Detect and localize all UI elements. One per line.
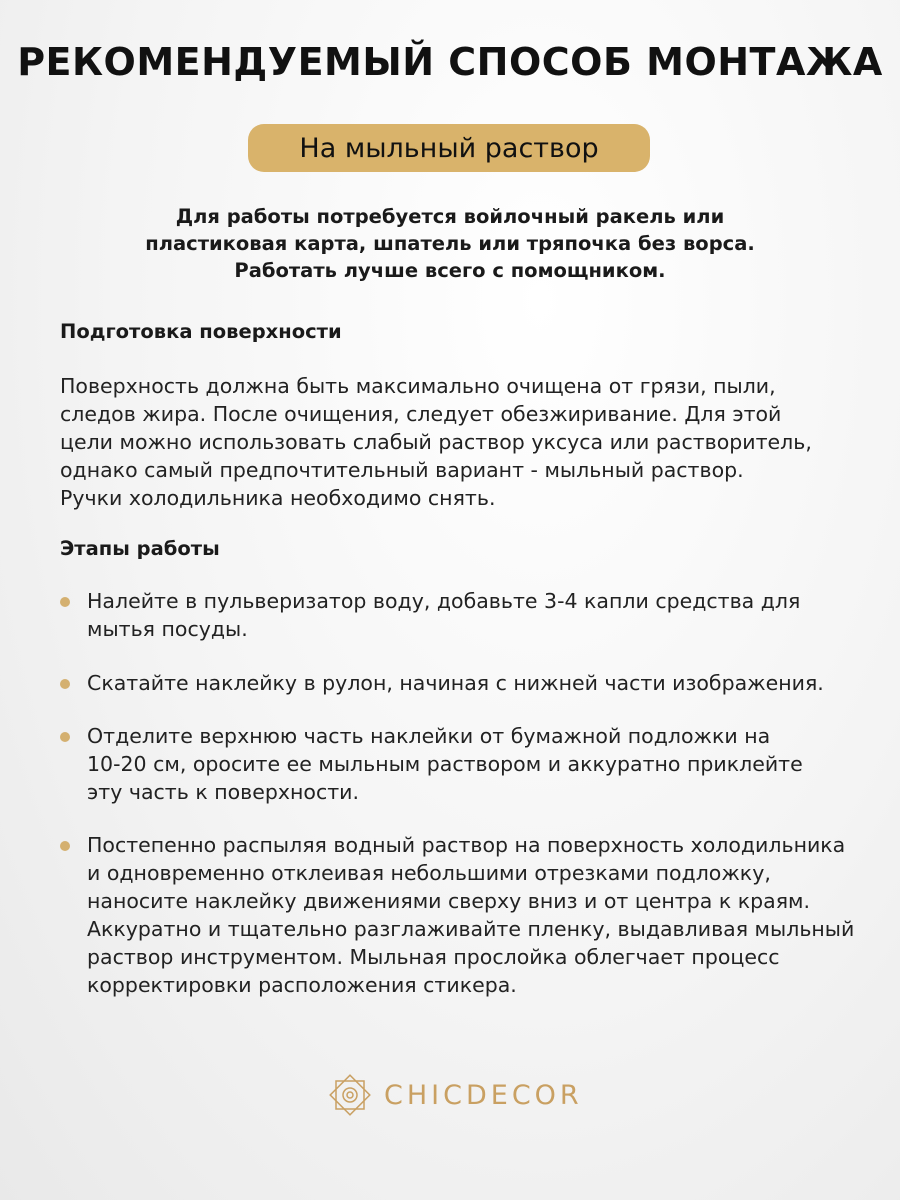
method-badge: На мыльный раствор xyxy=(248,124,650,172)
step-line: Отделите верхнюю часть наклейки от бумажной подложки на xyxy=(87,724,771,748)
step-line: Скатайте наклейку в рулон, начиная с нижней части изображения. xyxy=(87,671,824,695)
step-item xyxy=(60,669,900,697)
steps-heading: Этапы работы xyxy=(60,537,220,560)
step-item xyxy=(60,722,900,806)
step-line: Аккуратно и тщательно разглаживайте пленку, выдавливая мыльный xyxy=(87,917,855,941)
ornament-star-icon xyxy=(328,1073,372,1117)
step-line: наносите наклейку движениями сверху вниз и от центра к краям. xyxy=(87,889,811,913)
intro-line: Для работы потребуется войлочный ракель или xyxy=(175,205,725,228)
brand-logo xyxy=(328,1073,583,1117)
bullet-icon xyxy=(60,732,70,742)
brand-name: CHICDECOR xyxy=(384,1079,583,1111)
step-item xyxy=(60,831,900,999)
step-line: и одновременно отклеивая небольшими отрезками подложку, xyxy=(87,861,771,885)
intro-line: Работать лучше всего с помощником. xyxy=(234,259,666,282)
bullet-icon xyxy=(60,841,70,851)
step-line: эту часть к поверхности. xyxy=(87,780,360,804)
prep-line: Поверхность должна быть максимально очищена от грязи, пыли, xyxy=(60,374,776,398)
prep-line: следов жира. После очищения, следует обезжиривание. Для этой xyxy=(60,402,782,426)
page-title: РЕКОМЕНДУЕМЫЙ СПОСОБ МОНТАЖА xyxy=(17,40,883,84)
intro-line: пластиковая карта, шпатель или тряпочка без ворса. xyxy=(145,232,755,255)
bullet-icon xyxy=(60,679,70,689)
step-line: корректировки расположения стикера. xyxy=(87,973,517,997)
prep-paragraph xyxy=(60,372,880,512)
prep-line: цели можно использовать слабый раствор уксуса или растворитель, xyxy=(60,430,812,454)
step-item xyxy=(60,587,900,643)
step-line: Налейте в пульверизатор воду, добавьте 3-4 капли средства для xyxy=(87,589,801,613)
bullet-icon xyxy=(60,597,70,607)
prep-heading: Подготовка поверхности xyxy=(60,320,342,343)
step-line: раствор инструментом. Мыльная прослойка облегчает процесс xyxy=(87,945,780,969)
step-line: Постепенно распыляя водный раствор на поверхность холодильника xyxy=(87,833,846,857)
prep-line: Ручки холодильника необходимо снять. xyxy=(60,486,496,510)
intro-text xyxy=(0,203,900,284)
prep-line: однако самый предпочтительный вариант - мыльный раствор. xyxy=(60,458,744,482)
step-line: мытья посуды. xyxy=(87,617,248,641)
step-line: 10-20 см, оросите ее мыльным раствором и аккуратно приклейте xyxy=(87,752,803,776)
